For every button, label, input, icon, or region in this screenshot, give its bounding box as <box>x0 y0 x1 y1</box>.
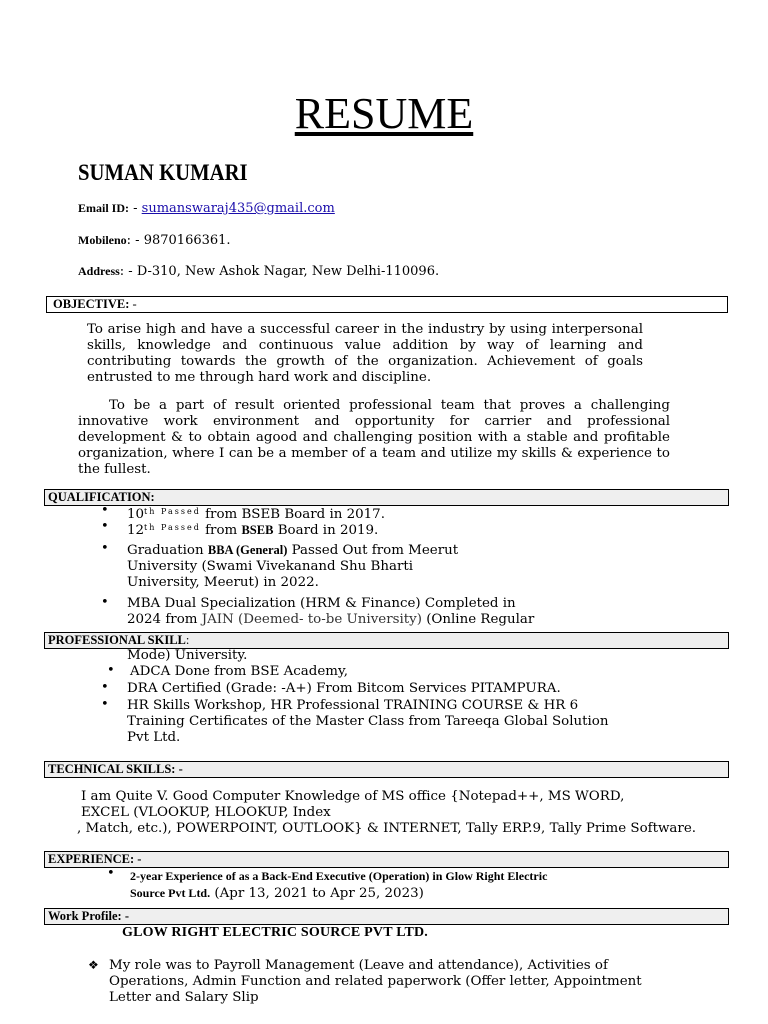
role-description <box>109 958 642 1006</box>
grad-line-2: University (Swami Vivekanand Shu Bharti <box>127 559 414 574</box>
qualification-heading: QUALIFICATION: <box>44 489 729 506</box>
address-line <box>78 264 439 279</box>
grad-degree: BBA (General) <box>207 543 288 557</box>
objective-heading-label: OBJECTIVE: <box>53 297 130 311</box>
email-separator: - <box>129 201 142 216</box>
address-value: : - D-310, New Ashok Nagar, New Delhi-110096. <box>119 264 440 279</box>
objective-paragraph-2: To be a part of result oriented professional team that proves a challenging innovative work environment and opportunity for carrier and professional development & to obtain agood and challenging position with a stable and profitable organization, where I can be a member of a team and utilize my skills & experience to the fullest. <box>78 398 670 477</box>
technical-line-1: I am Quite V. Good Computer Knowledge of MS office {Notepad++, MS WORD, <box>81 789 625 804</box>
tenth-rest: from BSEB Board in 2017. <box>200 507 385 522</box>
skill-hr-line-3: Pvt Ltd. <box>127 730 181 745</box>
twelfth-text: 12 <box>127 523 145 538</box>
skill-hr-line-2: Training Certificates of the Master Class from Tareeqa Global Solution <box>127 714 609 729</box>
grad-text: Graduation <box>127 543 208 558</box>
bullet-icon: • <box>101 680 109 695</box>
experience-company: Source Pvt Ltd. <box>130 886 211 900</box>
objective-heading-suffix: - <box>129 297 137 311</box>
technical-skills-heading: TECHNICAL SKILLS: - <box>44 761 729 778</box>
company-name: GLOW RIGHT ELECTRIC SOURCE PVT LTD. <box>122 925 429 940</box>
role-line-1: My role was to Payroll Management (Leave and attendance), Activities of <box>109 958 608 973</box>
email-line <box>78 201 335 216</box>
page-title: RESUME <box>294 89 474 138</box>
bullet-icon: • <box>101 541 109 556</box>
role-line-2: Operations, Admin Function and related paperwork (Offer letter, Appointment <box>109 974 642 989</box>
professional-skill-heading <box>44 632 729 649</box>
mba-university: JAIN (Deemed- to-be University) <box>201 612 422 627</box>
diamond-bullet-icon: ❖ <box>88 958 99 972</box>
professional-heading-suffix: : <box>185 633 190 647</box>
qualification-mba <box>127 596 534 628</box>
mobile-line <box>78 233 231 248</box>
mobile-value: : - 9870166361. <box>126 233 231 248</box>
technical-line-2: EXCEL (VLOOKUP, HLOOKUP, Index <box>81 805 331 820</box>
experience-heading: EXPERIENCE: - <box>44 851 729 868</box>
email-link[interactable]: sumanswaraj435@gmail.com <box>141 201 335 216</box>
grad-rest: Passed Out from Meerut <box>287 543 459 558</box>
bullet-icon: • <box>101 595 109 610</box>
mba-line-2-end: (Online Regular <box>421 612 535 627</box>
candidate-name: SUMAN KUMARI <box>78 160 248 185</box>
experience-line-1: 2-year Experience of as a Back-End Executive (Operation) in Glow Right Electric <box>130 869 548 883</box>
work-profile-heading: Work Profile: - <box>44 908 729 925</box>
tenth-superscript: th Passed <box>144 507 201 516</box>
qualification-graduation <box>127 542 458 591</box>
mba-line-1: MBA Dual Specialization (HRM & Finance) Completed in <box>127 596 516 611</box>
skill-dra: DRA Certified (Grade: -A+) From Bitcom Services PITAMPURA. <box>127 681 561 696</box>
mobile-label: Mobileno <box>78 233 127 247</box>
skill-hr-line-1: HR Skills Workshop, HR Professional TRAINING COURSE & HR 6 <box>127 698 579 713</box>
professional-heading-label: PROFESSIONAL SKILL <box>48 633 186 647</box>
grad-line-3: University, Meerut) in 2022. <box>127 575 319 590</box>
technical-line-3: , Match, etc.), POWERPOINT, OUTLOOK} & INTERNET, Tally ERP.9, Tally Prime Software. <box>77 821 696 836</box>
bullet-icon: • <box>107 663 115 678</box>
qualification-12th <box>127 520 378 539</box>
role-line-3: Letter and Salary Slip <box>109 990 259 1005</box>
bullet-icon: • <box>101 697 109 712</box>
objective-heading <box>46 296 728 313</box>
objective-paragraph-1: To arise high and have a successful career in the industry by using interpersonal skills, knowledge and continuous value addition by way of learning and contributing towards the growth of the organization. Achievement of goals entrusted to me through hard work and discipline. <box>87 322 643 385</box>
twelfth-rest: Board in 2019. <box>273 523 379 538</box>
twelfth-superscript: th Passed <box>144 523 201 532</box>
skill-adca: ADCA Done from BSE Academy, <box>130 664 348 679</box>
address-label: Address <box>78 264 120 278</box>
bullet-icon: • <box>101 503 109 518</box>
twelfth-board: BSEB <box>241 523 274 537</box>
experience-dates: (Apr 13, 2021 to Apr 25, 2023) <box>210 886 424 901</box>
skill-hr <box>127 698 608 746</box>
bullet-icon: • <box>107 866 115 881</box>
mba-continuation: Mode) University. <box>127 648 248 663</box>
tenth-text: 10 <box>127 507 145 522</box>
experience-item <box>130 868 547 902</box>
mba-line-2-start: 2024 from <box>127 612 202 627</box>
bullet-icon: • <box>101 519 109 534</box>
twelfth-from: from <box>200 523 242 538</box>
email-label: Email ID: <box>78 201 129 215</box>
